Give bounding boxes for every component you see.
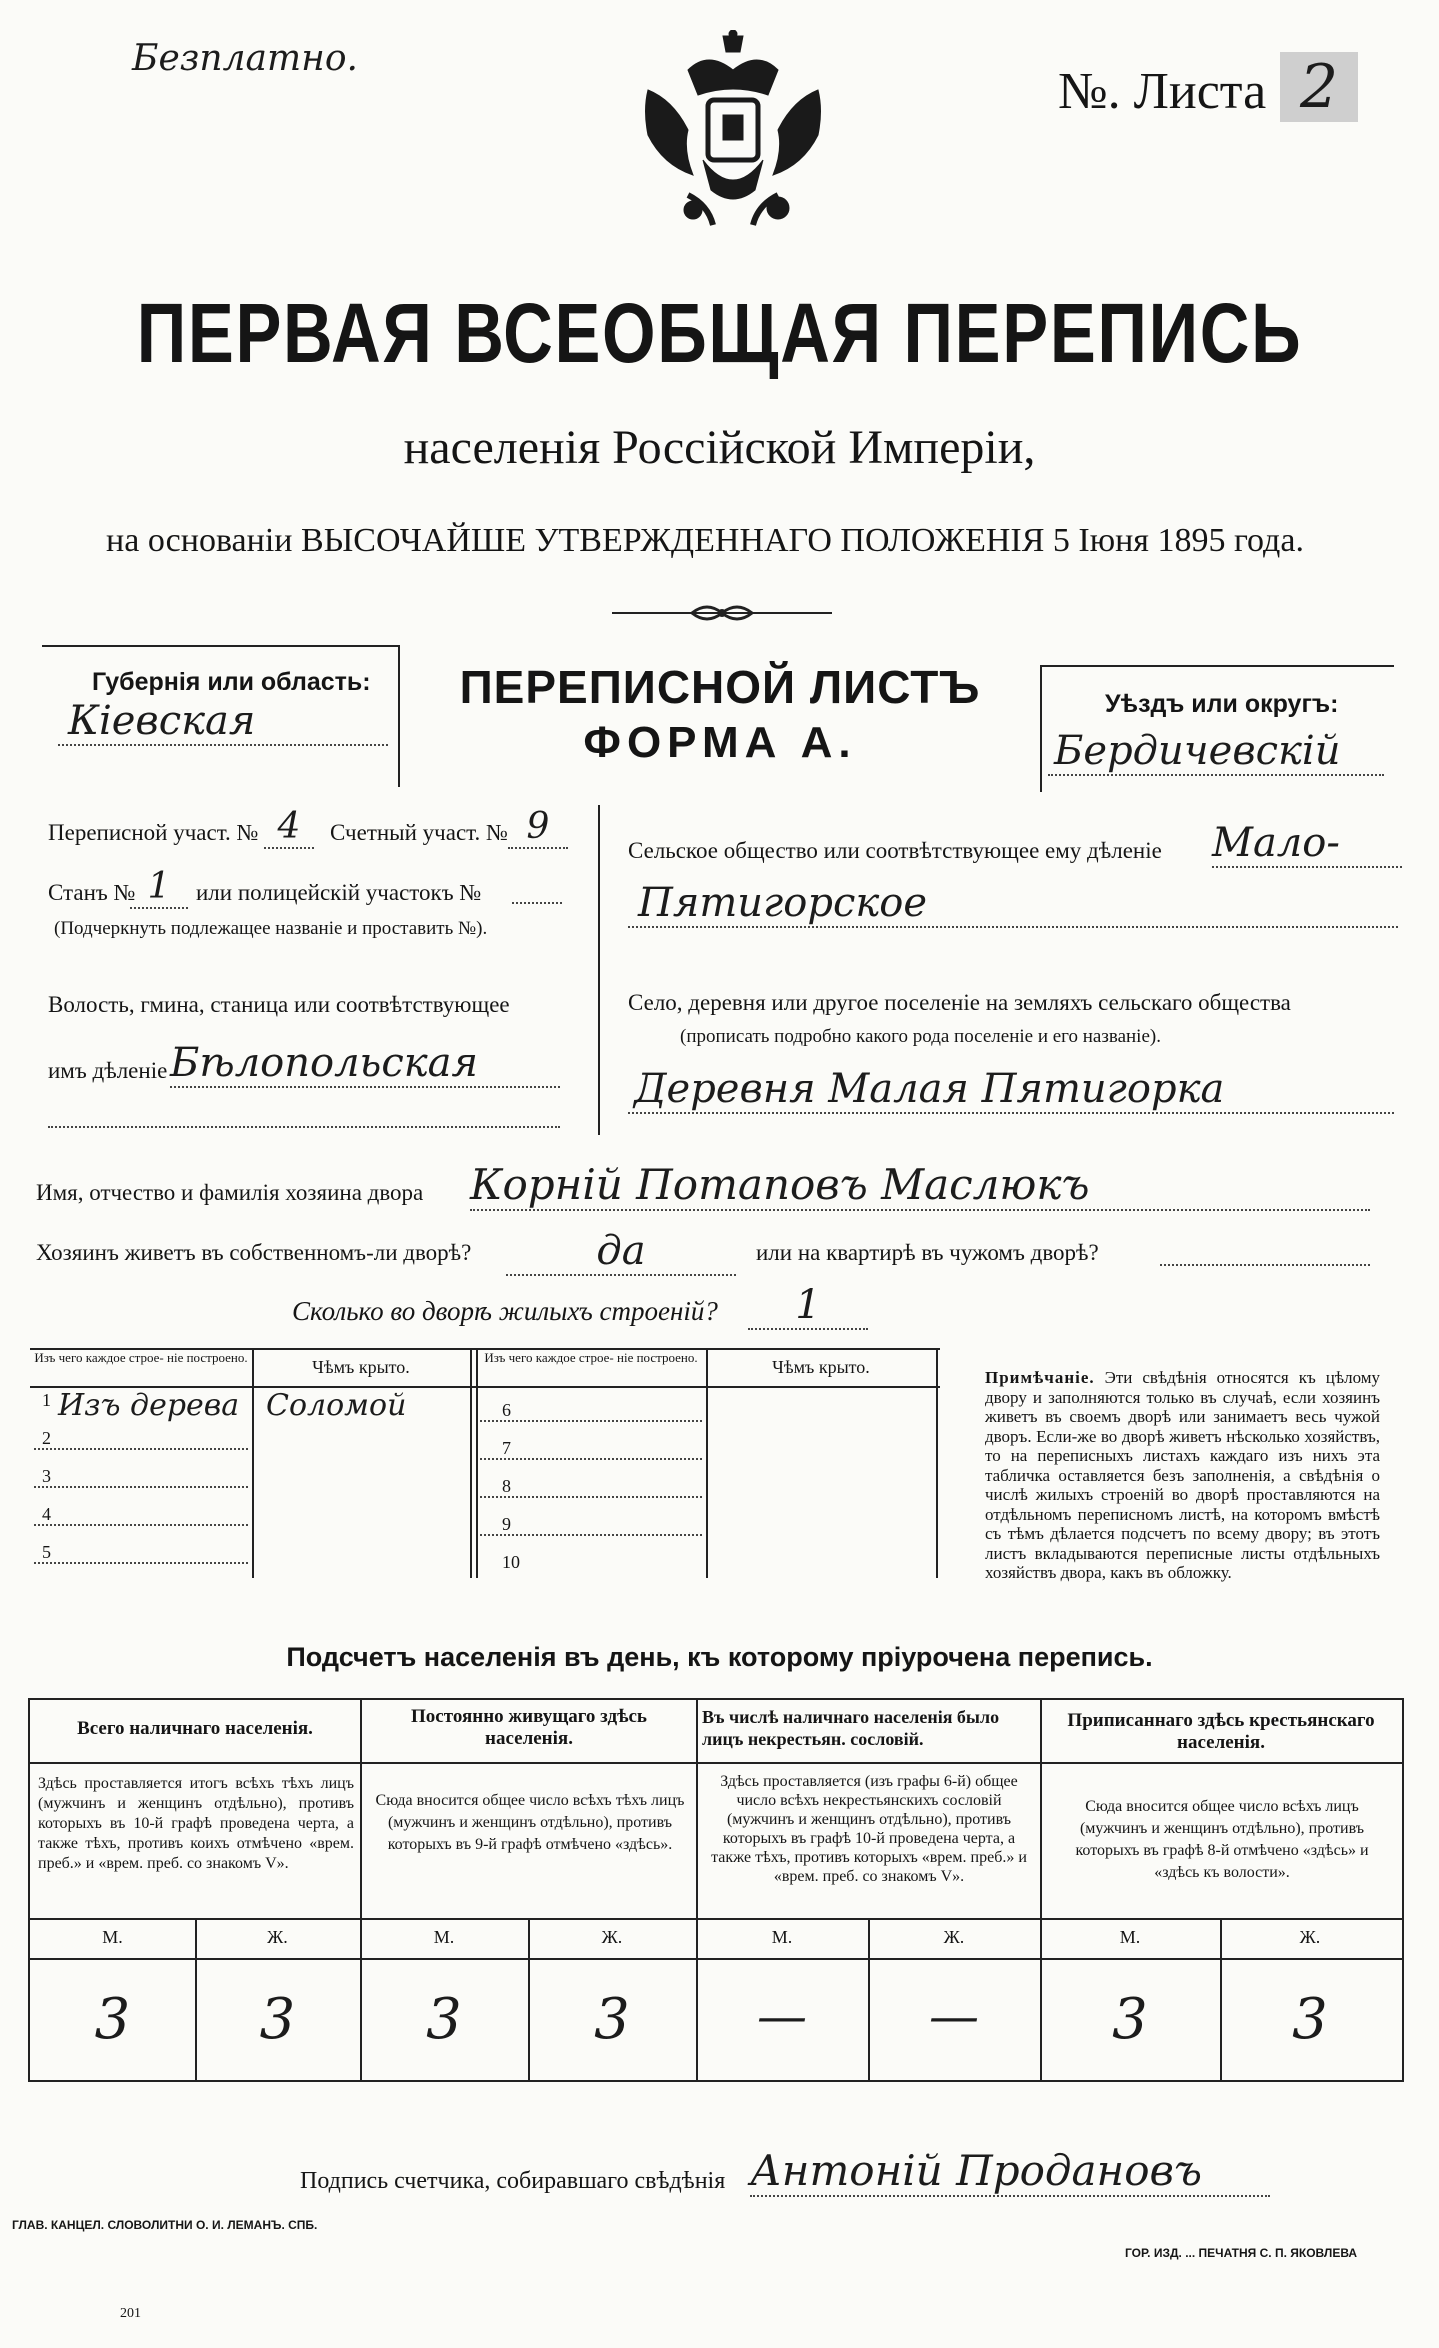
volost-label: Волость, гмина, станица или соотвѣтствующее xyxy=(48,992,510,1017)
row-number: 7 xyxy=(502,1438,511,1458)
page-number: 201 xyxy=(120,2306,141,2321)
own-yard-value: да xyxy=(506,1228,736,1276)
province-value: Кіевская xyxy=(58,698,388,746)
pop-col1-female: 3 xyxy=(259,1987,296,2052)
double-headed-eagle-emblem xyxy=(628,30,838,230)
form-title: ПЕРЕПИСНОЙ ЛИСТЪ xyxy=(459,661,981,713)
society-label: Сельское общество или соотвѣтствующее ему дѣленіе xyxy=(628,838,1162,863)
census-section-value: 4 xyxy=(264,806,314,849)
pop-col2-male: 3 xyxy=(426,1987,462,2052)
sheet-number-value: 2 xyxy=(1280,52,1358,122)
buildings-count-value: 1 xyxy=(748,1282,868,1330)
pop-col4-header: Приписаннаго здѣсь крестьянскаго населенія. xyxy=(1067,1710,1375,1753)
count-section-label: Счетный участ. № xyxy=(330,820,508,845)
col-material-header-left: Изъ чего каждое строе- ніе построено. xyxy=(34,1350,248,1365)
census-section-label: Переписной участ. № xyxy=(48,820,259,845)
male-label: М. xyxy=(771,1927,793,1947)
col-roof-header-right: Чѣмъ крыто. xyxy=(772,1357,870,1377)
row-number: 6 xyxy=(502,1400,511,1420)
signature-value: Антоній Продановъ xyxy=(750,2146,1270,2197)
district-value: Бердичевскій xyxy=(1048,728,1384,776)
pop-col4-male: 3 xyxy=(1112,1987,1148,2052)
count-section-value: 9 xyxy=(508,806,568,849)
volost-blank-line xyxy=(48,1120,560,1128)
pop-col2-header: Постоянно живущаго здѣсь населенія. xyxy=(411,1706,647,1749)
stan-label: Станъ № xyxy=(48,880,136,905)
left-imprint: ГЛАВ. КАНЦЕЛ. СЛОВОЛИТНИ О. И. ЛЕМАНЪ. СПБ. xyxy=(12,2218,318,2232)
pop-col2-desc: Сюда вносится общее число всѣхъ тѣхъ лицъ (мужчинъ и женщинъ отдѣльно), противъ которыхъ въ 9-й графѣ отмѣчено «здѣсь». xyxy=(375,1792,685,1853)
pop-col1-header: Всего наличнаго населенія. xyxy=(77,1718,313,1739)
female-label: Ж. xyxy=(601,1927,623,1947)
row-number: 2 xyxy=(42,1428,51,1448)
underline-note: (Подчеркнуть подлежащее названіе и проставить №). xyxy=(54,918,488,939)
pop-col4-desc: Сюда вносится общее число всѣхъ лицъ (мужчинъ и женщинъ отдѣльно), противъ которыхъ въ графѣ 8-й отмѣчено «здѣсь» и «здѣсь къ волости». xyxy=(1075,1798,1369,1881)
row-number: 3 xyxy=(42,1466,51,1486)
right-imprint: ГОР. ИЗД. ... ПЕЧАТНЯ С. П. ЯКОВЛЕВА xyxy=(1125,2246,1358,2260)
owner-name-label: Имя, отчество и фамилія хозяина двора xyxy=(36,1180,424,1205)
row-1-roof: Соломой xyxy=(266,1388,407,1423)
column-divider xyxy=(598,805,600,1135)
row-number: 8 xyxy=(502,1476,511,1496)
row-number: 10 xyxy=(502,1552,520,1572)
police-blank xyxy=(512,896,562,904)
province-label: Губернія или область: xyxy=(92,668,371,696)
female-label: Ж. xyxy=(943,1927,965,1947)
ornament-divider xyxy=(612,598,832,628)
pop-col1-male: 3 xyxy=(94,1987,131,2052)
col-material-header-right: Изъ чего каждое строе- ніе построено. xyxy=(484,1350,698,1365)
pop-col2-female: 3 xyxy=(594,1987,630,2052)
society-value-line1: Мало- xyxy=(1212,820,1402,868)
free-label: Безплатно. xyxy=(132,38,358,79)
pop-col3-male: — xyxy=(757,1987,807,2045)
own-yard-label: Хозяинъ живетъ въ собственномъ-ли дворѣ? xyxy=(36,1240,472,1265)
row-number: 5 xyxy=(42,1542,51,1562)
division-label: имъ дѣленіе xyxy=(48,1058,168,1083)
sheet-number-label: №. Листа xyxy=(1058,63,1267,120)
page-title: ПЕРВАЯ ВСЕОБЩАЯ ПЕРЕПИСЬ xyxy=(136,286,1303,380)
stan-value: 1 xyxy=(130,866,188,909)
owner-name-value: Корній Потаповъ Маслюкъ xyxy=(470,1160,1370,1211)
note-lead: Примѣчаніе. xyxy=(985,1368,1095,1387)
pop-col3-female: — xyxy=(929,1987,979,2045)
row-number: 4 xyxy=(42,1504,51,1524)
village-label: Село, деревня или другое поселеніе на земляхъ сельскаго общества xyxy=(628,990,1291,1015)
page-subtitle: населенія Россійской Имперіи, xyxy=(403,421,1036,474)
district-label: Уѣздъ или округъ: xyxy=(1105,690,1339,718)
note-text: Эти свѣдѣнія относятся къ цѣлому двору и заполняются только въ случаѣ, если хозяинъ живетъ въ своемъ дворѣ или занимаетъ весь чужой дворъ. Если-же во дворѣ живетъ нѣсколько хозяйствъ, то на переписныхъ листахъ каждаго изъ нихъ эта табличка оставляется безъ заполненія, а свѣдѣнія о числѣ жилыхъ строеній во дворѣ проставляются на отдѣльномъ переписномъ листѣ, на которомъ вмѣстѣ съ тѣмъ дѣлается подсчетъ по всему двору; въ этотъ листъ вкладываются переписные листы отдѣльныхъ хозяйствъ двора, какъ въ обложку. xyxy=(985,1368,1381,1582)
female-label: Ж. xyxy=(1299,1927,1321,1947)
volost-value: Бѣлопольская xyxy=(170,1040,560,1088)
row-1-material: Изъ дерева xyxy=(58,1388,240,1423)
female-label: Ж. xyxy=(267,1927,288,1947)
rented-label: или на квартирѣ въ чужомъ дворѣ? xyxy=(756,1240,1099,1265)
village-value: Деревня Малая Пятигорка xyxy=(628,1066,1394,1114)
pop-col3-desc: Здѣсь проставляется (изъ графы 6-й) общее число всѣхъ некрестьянскихъ сословій (мужчинъ и женщинъ отдѣльно), противъ которыхъ въ графѣ 10-й проведена черта, а также тѣхъ, противъ которыхъ «врем. преб.» и «врем. преб. со знакомъ V». xyxy=(711,1773,1027,1885)
male-label: М. xyxy=(433,1927,455,1947)
pop-col3-header: Въ числѣ наличнаго населенія было лицъ некрестьян. сословій. xyxy=(702,1707,1000,1749)
village-note: (прописать подробно какого рода поселеніе и его названіе). xyxy=(680,1026,1161,1047)
society-value-line2: Пятигорское xyxy=(628,880,1398,928)
buildings-count-label: Сколько во дворѣ жилыхъ строеній? xyxy=(292,1296,718,1326)
population-title: Подсчетъ населенія въ день, къ которому пріурочена перепись. xyxy=(286,1642,1153,1672)
pop-col4-female: 3 xyxy=(1292,1987,1328,2052)
male-label: М. xyxy=(102,1927,123,1947)
basis-line: на основаніи ВЫСОЧАЙШЕ УТВЕРЖДЕННАГО ПОЛОЖЕНІЯ 5 Іюня 1895 года. xyxy=(106,522,1304,559)
police-label: или полицейскій участокъ № xyxy=(196,880,482,905)
male-label: М. xyxy=(1119,1927,1141,1947)
table-note xyxy=(985,1368,1380,1583)
row-number: 1 xyxy=(42,1390,51,1410)
pop-col1-desc: Здѣсь проставляется итогъ всѣхъ тѣхъ лицъ (мужчинъ и женщинъ отдѣльно), противъ которыхъ въ 10-й графѣ проведена черта, а также тѣхъ, противъ коихъ отмѣчено «врем. преб.» и «врем. преб. со знакомъ V». xyxy=(38,1775,354,1872)
rented-blank xyxy=(1160,1258,1370,1266)
form-subtitle: ФОРМА А. xyxy=(583,718,857,767)
col-roof-header-left: Чѣмъ крыто. xyxy=(312,1357,410,1377)
signature-label: Подпись счетчика, собиравшаго свѣдѣнія xyxy=(300,2168,726,2194)
buildings-table xyxy=(30,1348,940,1578)
row-number: 9 xyxy=(502,1514,511,1534)
population-table xyxy=(28,1698,1404,2082)
